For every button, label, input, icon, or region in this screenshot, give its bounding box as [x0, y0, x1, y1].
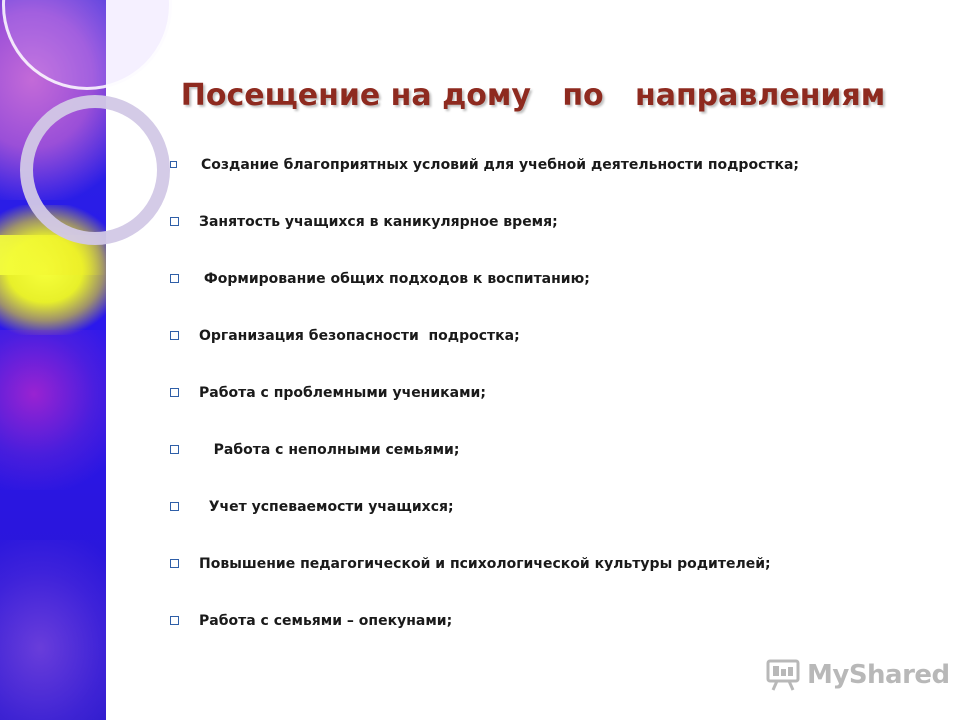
square-outline-bullet-icon	[170, 616, 179, 625]
square-outline-bullet-icon	[170, 217, 179, 226]
list-item-label: Работа с семьями – опекунами;	[199, 612, 453, 629]
presentation-board-icon	[765, 657, 801, 693]
square-outline-bullet-icon	[170, 445, 179, 454]
decor-lower-glow	[0, 540, 106, 720]
list-item-label: Повышение педагогической и психологической культуры родителей;	[199, 555, 771, 572]
watermark-logo	[765, 655, 950, 695]
list-item	[170, 136, 930, 193]
slide-title: Посещение на дому по направлениям	[180, 78, 886, 113]
watermark-text: MyShared	[807, 660, 950, 690]
square-outline-bullet-icon	[170, 502, 179, 511]
list-item	[170, 478, 930, 535]
list-item-label: Работа с неполными семьями;	[199, 441, 460, 458]
list-item-label: Формирование общих подходов к воспитанию;	[199, 270, 590, 287]
list-item	[170, 307, 930, 364]
list-item	[170, 592, 930, 649]
decor-ring-middle	[20, 95, 170, 245]
bullet-list	[170, 136, 930, 649]
list-item	[170, 364, 930, 421]
list-item	[170, 193, 930, 250]
square-outline-bullet-icon	[170, 331, 179, 340]
square-outline-bullet-icon	[170, 559, 179, 568]
square-outline-bullet-icon	[170, 161, 177, 168]
list-item	[170, 535, 930, 592]
list-item-label: Создание благоприятных условий для учебной деятельности подростка;	[201, 156, 800, 173]
list-item-label: Занятость учащихся в каникулярное время;	[199, 213, 558, 230]
square-outline-bullet-icon	[170, 274, 179, 283]
list-item-label: Учет успеваемости учащихся;	[199, 498, 454, 515]
decor-pink-glow	[0, 330, 106, 490]
square-outline-bullet-icon	[170, 388, 179, 397]
list-item	[170, 421, 930, 478]
list-item	[170, 250, 930, 307]
list-item-label: Организация безопасности подростка;	[199, 327, 520, 344]
list-item-label: Работа с проблемными учениками;	[199, 384, 486, 401]
